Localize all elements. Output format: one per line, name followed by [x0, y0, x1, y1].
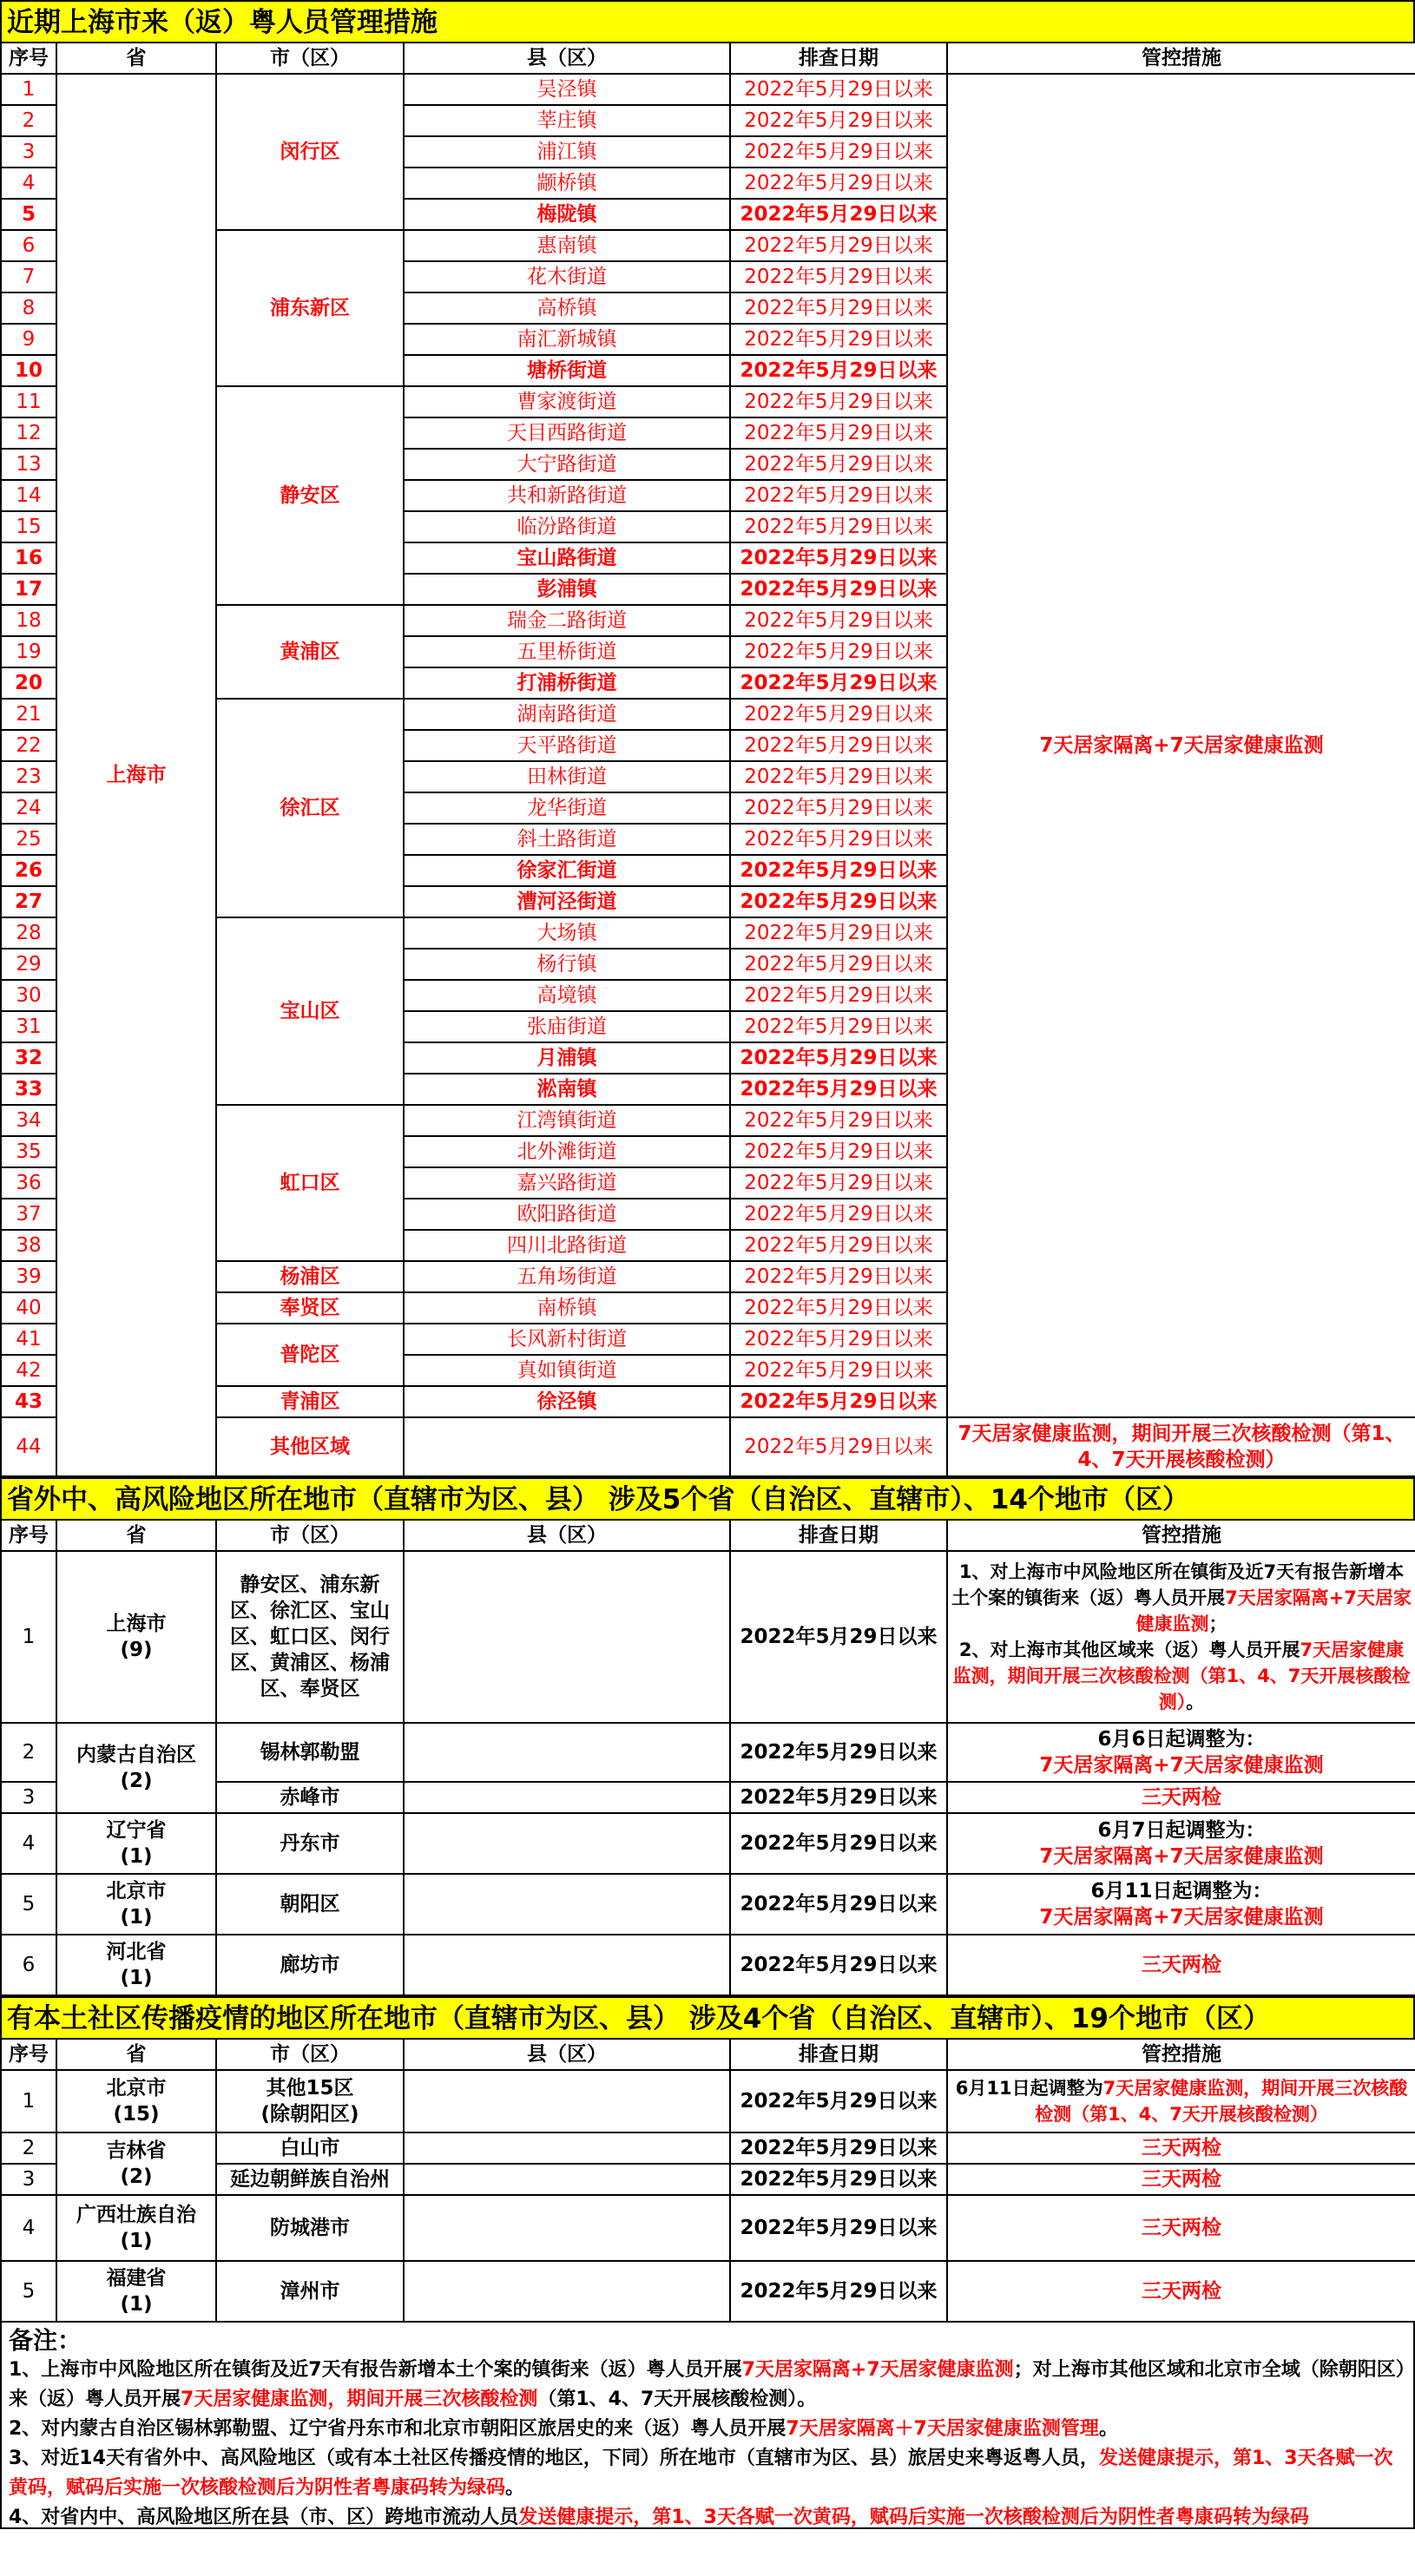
province-cell: 北京市 (15) [56, 2070, 216, 2132]
county-cell: 江湾镇街道 [404, 1105, 730, 1136]
county-cell: 曹家渡街道 [404, 386, 730, 417]
header-cell: 省 [56, 1520, 216, 1551]
table-shanghai [0, 42, 1415, 1477]
county-cell [404, 2195, 730, 2261]
province-cell: 广西壮族自治 (1) [56, 2195, 216, 2261]
county-cell [404, 1935, 730, 1995]
county-cell: 五角场街道 [404, 1261, 730, 1292]
date-cell: 2022年5月29日以来 [730, 855, 947, 886]
row-number: 4 [1, 2195, 56, 2261]
city-cell: 白山市 [216, 2132, 404, 2164]
date-cell: 2022年5月29日以来 [730, 386, 947, 417]
table-row [1, 2070, 1415, 2132]
measure-cell: 6月11日起调整为： 7天居家隔离+7天居家健康监测 [947, 1874, 1415, 1935]
row-number: 33 [1, 1074, 56, 1105]
district-cell: 虹口区 [216, 1105, 404, 1261]
measure-cell: 7天居家隔离+7天居家健康监测 [947, 74, 1415, 1417]
county-cell: 打浦桥街道 [404, 667, 730, 699]
measure-cell: 三天两检 [947, 1782, 1415, 1813]
county-cell: 徐泾镇 [404, 1386, 730, 1417]
header-cell: 序号 [1, 1520, 56, 1551]
county-cell: 莘庄镇 [404, 105, 730, 136]
date-cell: 2022年5月29日以来 [730, 1935, 947, 1995]
header-cell: 市（区） [216, 43, 404, 74]
date-cell: 2022年5月29日以来 [730, 1011, 947, 1042]
header-cell: 管控措施 [947, 2039, 1415, 2070]
district-cell: 静安区 [216, 386, 404, 605]
row-number: 25 [1, 824, 56, 855]
date-cell: 2022年5月29日以来 [730, 605, 947, 636]
row-number: 41 [1, 1324, 56, 1355]
date-cell: 2022年5月29日以来 [730, 199, 947, 230]
city-cell: 廊坊市 [216, 1935, 404, 1995]
city-cell: 漳州市 [216, 2261, 404, 2322]
row-number: 31 [1, 1011, 56, 1042]
county-cell: 天平路街道 [404, 730, 730, 761]
province-cell: 上海市 (9) [56, 1551, 216, 1723]
section-title-community-spread: 有本土社区传播疫情的地区所在地市（直辖市为区、县） 涉及4个省（自治区、直辖市）、19个地市（区） [0, 1996, 1415, 2038]
row-number: 5 [1, 1874, 56, 1935]
county-cell: 吴泾镇 [404, 74, 730, 105]
row-number: 21 [1, 699, 56, 730]
row-number: 12 [1, 417, 56, 449]
date-cell: 2022年5月29日以来 [730, 1199, 947, 1230]
date-cell: 2022年5月29日以来 [730, 480, 947, 511]
county-cell: 湖南路街道 [404, 699, 730, 730]
date-cell: 2022年5月29日以来 [730, 1230, 947, 1261]
measure-cell: 6月7日起调整为： 7天居家隔离+7天居家健康监测 [947, 1813, 1415, 1874]
header-cell: 市（区） [216, 1520, 404, 1551]
row-number: 18 [1, 605, 56, 636]
header-cell: 排查日期 [730, 43, 947, 74]
header-cell: 市（区） [216, 2039, 404, 2070]
row-number: 30 [1, 980, 56, 1011]
city-cell: 赤峰市 [216, 1782, 404, 1813]
date-cell: 2022年5月29日以来 [730, 1874, 947, 1935]
measure-cell: 6月6日起调整为： 7天居家隔离+7天居家健康监测 [947, 1723, 1415, 1782]
header-cell: 管控措施 [947, 1520, 1415, 1551]
district-cell: 其他区域 [216, 1417, 404, 1476]
row-number: 39 [1, 1261, 56, 1292]
date-cell: 2022年5月29日以来 [730, 74, 947, 105]
date-cell: 2022年5月29日以来 [730, 699, 947, 730]
date-cell: 2022年5月29日以来 [730, 2070, 947, 2132]
date-cell: 2022年5月29日以来 [730, 761, 947, 792]
county-cell [404, 1551, 730, 1723]
table-row [1, 1813, 1415, 1874]
date-cell: 2022年5月29日以来 [730, 1417, 947, 1476]
row-number: 44 [1, 1417, 56, 1476]
date-cell: 2022年5月29日以来 [730, 980, 947, 1011]
county-cell [404, 1874, 730, 1935]
row-number: 17 [1, 574, 56, 605]
county-cell [404, 2132, 730, 2164]
date-cell: 2022年5月29日以来 [730, 1167, 947, 1199]
row-number: 36 [1, 1167, 56, 1199]
county-cell [404, 2070, 730, 2132]
table-row [1, 2195, 1415, 2261]
county-cell: 龙华街道 [404, 792, 730, 824]
row-number: 14 [1, 480, 56, 511]
county-cell: 共和新路街道 [404, 480, 730, 511]
date-cell: 2022年5月29日以来 [730, 2195, 947, 2261]
table-row [1, 1723, 1415, 1782]
county-cell: 田林街道 [404, 761, 730, 792]
date-cell: 2022年5月29日以来 [730, 1261, 947, 1292]
county-cell: 瑞金二路街道 [404, 605, 730, 636]
row-number: 13 [1, 449, 56, 480]
date-cell: 2022年5月29日以来 [730, 1136, 947, 1167]
district-cell: 闵行区 [216, 74, 404, 230]
row-number: 5 [1, 2261, 56, 2322]
row-number: 22 [1, 730, 56, 761]
row-number: 29 [1, 949, 56, 980]
county-cell: 杨行镇 [404, 949, 730, 980]
date-cell: 2022年5月29日以来 [730, 917, 947, 949]
row-number: 4 [1, 1813, 56, 1874]
measure-cell: 三天两检 [947, 1935, 1415, 1995]
district-cell: 黄浦区 [216, 605, 404, 699]
row-number: 2 [1, 2132, 56, 2164]
date-cell: 2022年5月29日以来 [730, 292, 947, 324]
county-cell: 五里桥街道 [404, 636, 730, 667]
row-number: 28 [1, 917, 56, 949]
county-cell: 徐家汇街道 [404, 855, 730, 886]
row-number: 42 [1, 1355, 56, 1386]
row-number: 3 [1, 1782, 56, 1813]
county-cell: 欧阳路街道 [404, 1199, 730, 1230]
table-row [1, 74, 1415, 105]
notes-block [0, 2323, 1415, 2529]
city-cell: 朝阳区 [216, 1874, 404, 1935]
row-number: 24 [1, 792, 56, 824]
row-number: 43 [1, 1386, 56, 1417]
date-cell: 2022年5月29日以来 [730, 574, 947, 605]
row-number: 26 [1, 855, 56, 886]
county-cell: 高境镇 [404, 980, 730, 1011]
row-number: 37 [1, 1199, 56, 1230]
county-cell [404, 2261, 730, 2322]
county-cell: 张庙街道 [404, 1011, 730, 1042]
row-number: 38 [1, 1230, 56, 1261]
date-cell: 2022年5月29日以来 [730, 824, 947, 855]
date-cell: 2022年5月29日以来 [730, 2132, 947, 2164]
header-cell: 县（区） [404, 2039, 730, 2070]
date-cell: 2022年5月29日以来 [730, 1355, 947, 1386]
row-number: 11 [1, 386, 56, 417]
county-cell: 高桥镇 [404, 292, 730, 324]
note-line: 1、上海市中风险地区所在镇街及近7天有报告新增本土个案的镇街来（返）粤人员开展7天居家隔离+7天居家健康监测；对上海市其他区域和北京市全域（除朝阳区）来（返）粤人员开展7天居家健康监测，期间开展三次核酸检测（第1、4、7天开展核酸检测）。 [9, 2359, 1405, 2410]
date-cell: 2022年5月29日以来 [730, 1292, 947, 1324]
row-number: 10 [1, 355, 56, 386]
row-number: 3 [1, 136, 56, 168]
notes-title: 备注： [9, 2326, 82, 2355]
county-cell: 南汇新城镇 [404, 324, 730, 355]
county-cell: 南桥镇 [404, 1292, 730, 1324]
row-number: 20 [1, 667, 56, 699]
table-row [1, 2261, 1415, 2322]
county-cell [404, 1723, 730, 1782]
county-cell: 彭浦镇 [404, 574, 730, 605]
row-number: 1 [1, 2070, 56, 2132]
row-number: 2 [1, 105, 56, 136]
date-cell: 2022年5月29日以来 [730, 1813, 947, 1874]
date-cell: 2022年5月29日以来 [730, 792, 947, 824]
city-cell: 延边朝鲜族自治州 [216, 2164, 404, 2195]
county-cell: 花木街道 [404, 261, 730, 292]
table-row [1, 1551, 1415, 1723]
county-cell: 月浦镇 [404, 1042, 730, 1074]
row-number: 19 [1, 636, 56, 667]
note-line: 4、对省内中、高风险地区所在县（市、区）跨地市流动人员发送健康提示，第1、3天各赋一次黄码，赋码后实施一次核酸检测后为阴性者粤康码转为绿码 [9, 2507, 1309, 2528]
table-row [1, 1874, 1415, 1935]
province-cell: 内蒙古自治区 (2) [56, 1723, 216, 1813]
county-cell [404, 1782, 730, 1813]
header-row [1, 1520, 1415, 1551]
header-cell: 县（区） [404, 1520, 730, 1551]
header-cell: 排查日期 [730, 1520, 947, 1551]
district-cell: 奉贤区 [216, 1292, 404, 1324]
table-row [1, 2132, 1415, 2164]
header-cell: 序号 [1, 2039, 56, 2070]
header-cell: 序号 [1, 43, 56, 74]
city-cell: 静安区、浦东新区、徐汇区、宝山区、虹口区、闵行区、黄浦区、杨浦区、奉贤区 [216, 1551, 404, 1723]
header-row [1, 2039, 1415, 2070]
measure-cell: 1、对上海市中风险地区所在镇街及近7天有报告新增本土个案的镇街来（返）粤人员开展7天居家隔离+7天居家健康监测； 2、对上海市其他区域来（返）粤人员开展7天居家健康监测，期间开展三次核酸检测（第1、4、7天开展核酸检测）。 [947, 1551, 1415, 1723]
county-cell: 漕河泾街道 [404, 886, 730, 917]
date-cell: 2022年5月29日以来 [730, 417, 947, 449]
province-cell: 辽宁省 (1) [56, 1813, 216, 1874]
date-cell: 2022年5月29日以来 [730, 1782, 947, 1813]
date-cell: 2022年5月29日以来 [730, 2261, 947, 2322]
date-cell: 2022年5月29日以来 [730, 1551, 947, 1723]
county-cell: 惠南镇 [404, 230, 730, 261]
header-row [1, 43, 1415, 74]
row-number: 6 [1, 1935, 56, 1995]
measure-cell: 三天两检 [947, 2132, 1415, 2164]
row-number: 7 [1, 261, 56, 292]
county-cell [404, 2164, 730, 2195]
row-number: 16 [1, 542, 56, 574]
row-number: 35 [1, 1136, 56, 1167]
county-cell: 塘桥街道 [404, 355, 730, 386]
county-cell: 北外滩街道 [404, 1136, 730, 1167]
row-number: 40 [1, 1292, 56, 1324]
date-cell: 2022年5月29日以来 [730, 261, 947, 292]
date-cell: 2022年5月29日以来 [730, 667, 947, 699]
district-cell: 徐汇区 [216, 699, 404, 917]
province-cell: 上海市 [56, 74, 216, 1476]
date-cell: 2022年5月29日以来 [730, 949, 947, 980]
row-number: 34 [1, 1105, 56, 1136]
date-cell: 2022年5月29日以来 [730, 1042, 947, 1074]
date-cell: 2022年5月29日以来 [730, 1105, 947, 1136]
county-cell: 四川北路街道 [404, 1230, 730, 1261]
date-cell: 2022年5月29日以来 [730, 105, 947, 136]
date-cell: 2022年5月29日以来 [730, 449, 947, 480]
date-cell: 2022年5月29日以来 [730, 511, 947, 542]
county-cell: 长风新村街道 [404, 1324, 730, 1355]
row-number: 6 [1, 230, 56, 261]
row-number: 23 [1, 761, 56, 792]
row-number: 5 [1, 199, 56, 230]
table-community-spread [0, 2038, 1415, 2323]
district-cell: 宝山区 [216, 917, 404, 1105]
county-cell: 浦江镇 [404, 136, 730, 168]
city-cell: 丹东市 [216, 1813, 404, 1874]
measure-cell: 7天居家健康监测，期间开展三次核酸检测（第1、4、7天开展核酸检测） [947, 1417, 1415, 1476]
city-cell: 其他15区 (除朝阳区) [216, 2070, 404, 2132]
city-cell: 防城港市 [216, 2195, 404, 2261]
district-cell: 青浦区 [216, 1386, 404, 1417]
province-cell: 福建省 (1) [56, 2261, 216, 2322]
table-high-risk [0, 1519, 1415, 1996]
section-title-high-risk: 省外中、高风险地区所在地市（直辖市为区、县） 涉及5个省（自治区、直辖市）、14个地市（区） [0, 1477, 1415, 1519]
date-cell: 2022年5月29日以来 [730, 2164, 947, 2195]
row-number: 27 [1, 886, 56, 917]
county-cell: 淞南镇 [404, 1074, 730, 1105]
county-cell: 颛桥镇 [404, 168, 730, 199]
row-number: 2 [1, 1723, 56, 1782]
header-cell: 管控措施 [947, 43, 1415, 74]
district-cell: 浦东新区 [216, 230, 404, 386]
header-cell: 省 [56, 2039, 216, 2070]
date-cell: 2022年5月29日以来 [730, 168, 947, 199]
header-cell: 省 [56, 43, 216, 74]
county-cell: 宝山路街道 [404, 542, 730, 574]
county-cell: 大场镇 [404, 917, 730, 949]
district-cell: 普陀区 [216, 1324, 404, 1386]
province-cell: 北京市 (1) [56, 1874, 216, 1935]
county-cell: 天目西路街道 [404, 417, 730, 449]
header-cell: 排查日期 [730, 2039, 947, 2070]
measure-cell: 三天两检 [947, 2195, 1415, 2261]
date-cell: 2022年5月29日以来 [730, 230, 947, 261]
measure-cell: 6月11日起调整为7天居家健康监测，期间开展三次核酸检测（第1、4、7天开展核酸检测） [947, 2070, 1415, 2132]
row-number: 15 [1, 511, 56, 542]
county-cell [404, 1417, 730, 1476]
row-number: 1 [1, 74, 56, 105]
county-cell [404, 1813, 730, 1874]
note-line: 3、对近14天有省外中、高风险地区（或有本土社区传播疫情的地区，下同）所在地市（直辖市为区、县）旅居史来粤返粤人员，发送健康提示，第1、3天各赋一次黄码，赋码后实施一次核酸检测后为阴性者粤康码转为绿码。 [9, 2448, 1393, 2499]
county-cell: 嘉兴路街道 [404, 1167, 730, 1199]
date-cell: 2022年5月29日以来 [730, 730, 947, 761]
date-cell: 2022年5月29日以来 [730, 355, 947, 386]
note-line: 2、对内蒙古自治区锡林郭勒盟、辽宁省丹东市和北京市朝阳区旅居史的来（返）粤人员开展7天居家隔离＋7天居家健康监测管理。 [9, 2418, 1118, 2440]
row-number: 3 [1, 2164, 56, 2195]
county-cell: 斜土路街道 [404, 824, 730, 855]
measure-cell: 三天两检 [947, 2164, 1415, 2195]
measure-cell: 三天两检 [947, 2261, 1415, 2322]
date-cell: 2022年5月29日以来 [730, 1324, 947, 1355]
district-cell: 杨浦区 [216, 1261, 404, 1292]
county-cell: 真如镇街道 [404, 1355, 730, 1386]
date-cell: 2022年5月29日以来 [730, 324, 947, 355]
date-cell: 2022年5月29日以来 [730, 886, 947, 917]
row-number: 4 [1, 168, 56, 199]
date-cell: 2022年5月29日以来 [730, 136, 947, 168]
date-cell: 2022年5月29日以来 [730, 1386, 947, 1417]
date-cell: 2022年5月29日以来 [730, 1723, 947, 1782]
row-number: 1 [1, 1551, 56, 1723]
city-cell: 锡林郭勒盟 [216, 1723, 404, 1782]
county-cell: 梅陇镇 [404, 199, 730, 230]
county-cell: 大宁路街道 [404, 449, 730, 480]
header-cell: 县（区） [404, 43, 730, 74]
province-cell: 河北省 (1) [56, 1935, 216, 1995]
date-cell: 2022年5月29日以来 [730, 636, 947, 667]
date-cell: 2022年5月29日以来 [730, 1074, 947, 1105]
province-cell: 吉林省 (2) [56, 2132, 216, 2195]
row-number: 8 [1, 292, 56, 324]
row-number: 32 [1, 1042, 56, 1074]
date-cell: 2022年5月29日以来 [730, 542, 947, 574]
table-row [1, 1935, 1415, 1995]
county-cell: 临汾路街道 [404, 511, 730, 542]
section-title-shanghai: 近期上海市来（返）粤人员管理措施 [0, 0, 1415, 42]
row-number: 9 [1, 324, 56, 355]
